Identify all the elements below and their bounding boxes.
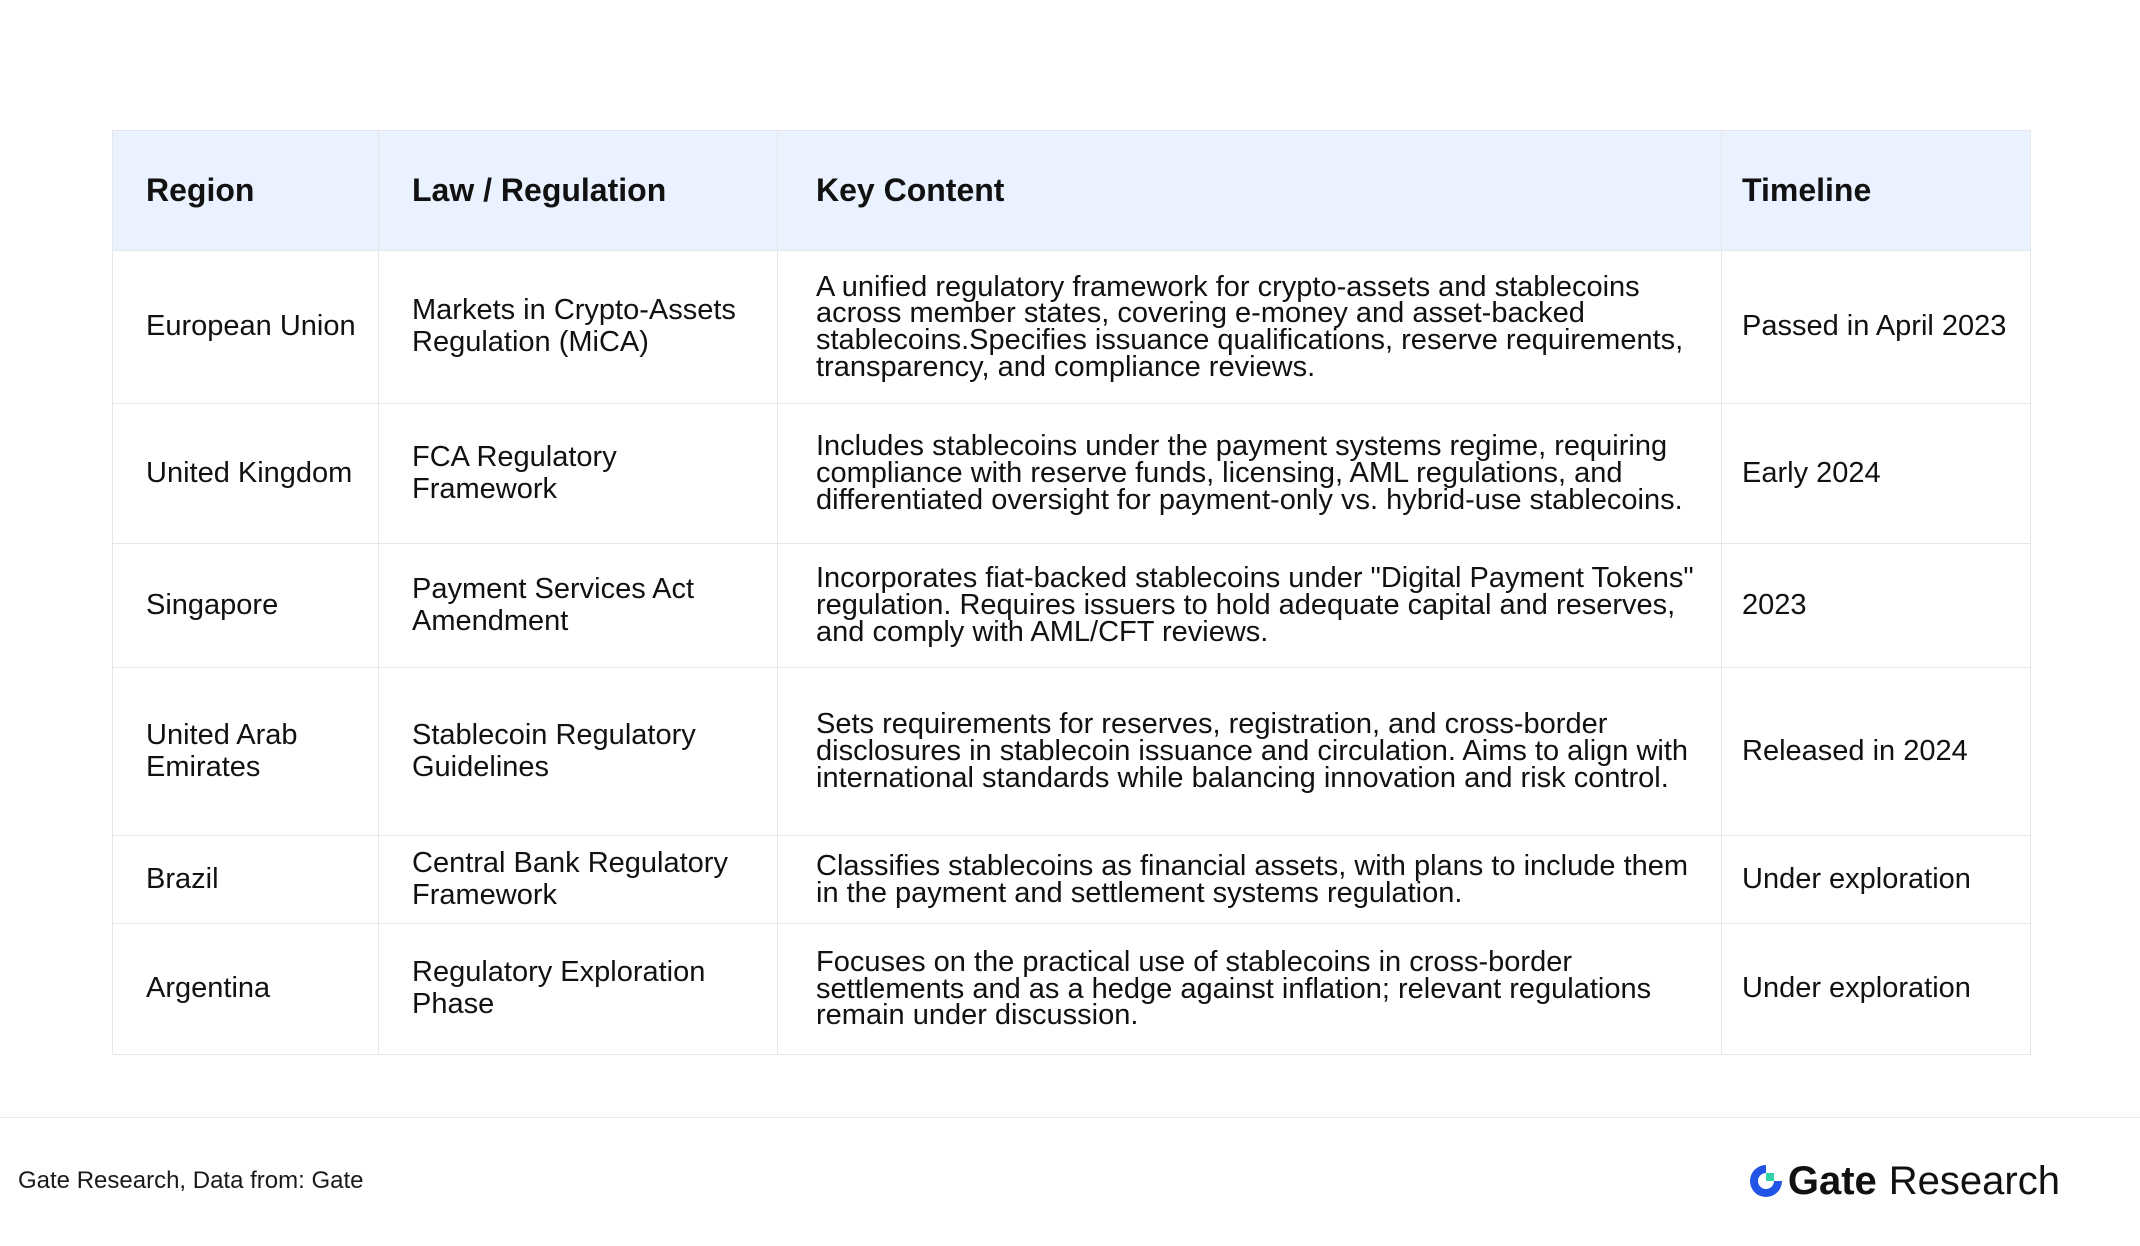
cell-timeline: Early 2024 [1722,404,2031,544]
logo-gate-text: Gate [1787,1158,1877,1203]
regulation-table-container [112,130,2030,1055]
table-row [113,668,2031,836]
cell-law: Stablecoin Regulatory Guidelines [379,668,778,836]
cell-key-content: A unified regulatory framework for crypto-assets and stablecoins across member states, covering e-money and asset-backed stablecoins.Specifies issuance qualifications, reserve requirements, transparency, and compliance reviews. [778,251,1722,404]
column-header-key-content: Key Content [778,131,1722,251]
cell-timeline: Passed in April 2023 [1722,251,2031,404]
table-row [113,544,2031,668]
regulation-table [112,130,2031,1055]
cell-timeline: Released in 2024 [1722,668,2031,836]
cell-key-content: Focuses on the practical use of stablecoins in cross-border settlements and as a hedge against inflation; relevant regulations remain under discussion. [778,924,1722,1055]
cell-region: Brazil [113,836,379,924]
column-header-law: Law / Regulation [379,131,778,251]
table-header-row [113,131,2031,251]
cell-law: Payment Services Act Amendment [379,544,778,668]
cell-key-content: Incorporates fiat-backed stablecoins under "Digital Payment Tokens" regulation. Requires issuers to hold adequate capital and reserves, and comply with AML/CFT reviews. [778,544,1722,668]
cell-key-content: Classifies stablecoins as financial assets, with plans to include them in the payment and settlement systems regulation. [778,836,1722,924]
table-row [113,924,2031,1055]
column-header-region: Region [113,131,379,251]
table-row [113,251,2031,404]
table-row [113,404,2031,544]
cell-timeline: Under exploration [1722,924,2031,1055]
cell-region: United Arab Emirates [113,668,379,836]
cell-law: Regulatory Exploration Phase [379,924,778,1055]
cell-key-content: Includes stablecoins under the payment systems regime, requiring compliance with reserve funds, licensing, AML regulations, and differentiated oversight for payment-only vs. hybrid-use stablecoins. [778,404,1722,544]
cell-law: Central Bank Regulatory Framework [379,836,778,924]
cell-law: Markets in Crypto-Assets Regulation (MiCA) [379,251,778,404]
cell-timeline: 2023 [1722,544,2031,668]
gate-logo-icon [1748,1163,1784,1199]
cell-key-content: Sets requirements for reserves, registration, and cross-border disclosures in stablecoin issuance and circulation. Aims to align with international standards while balancing innovation and risk control. [778,668,1722,836]
gate-research-logo [1748,1158,2060,1204]
table-row [113,836,2031,924]
footer-divider [0,1117,2140,1118]
logo-research-text: Research [1888,1158,2060,1203]
cell-law: FCA Regulatory Framework [379,404,778,544]
cell-timeline: Under exploration [1722,836,2031,924]
source-note: Gate Research, Data from: Gate [18,1167,364,1194]
cell-region: United Kingdom [113,404,379,544]
cell-region: Singapore [113,544,379,668]
cell-region: Argentina [113,924,379,1055]
cell-region: European Union [113,251,379,404]
column-header-timeline: Timeline [1722,131,2031,251]
